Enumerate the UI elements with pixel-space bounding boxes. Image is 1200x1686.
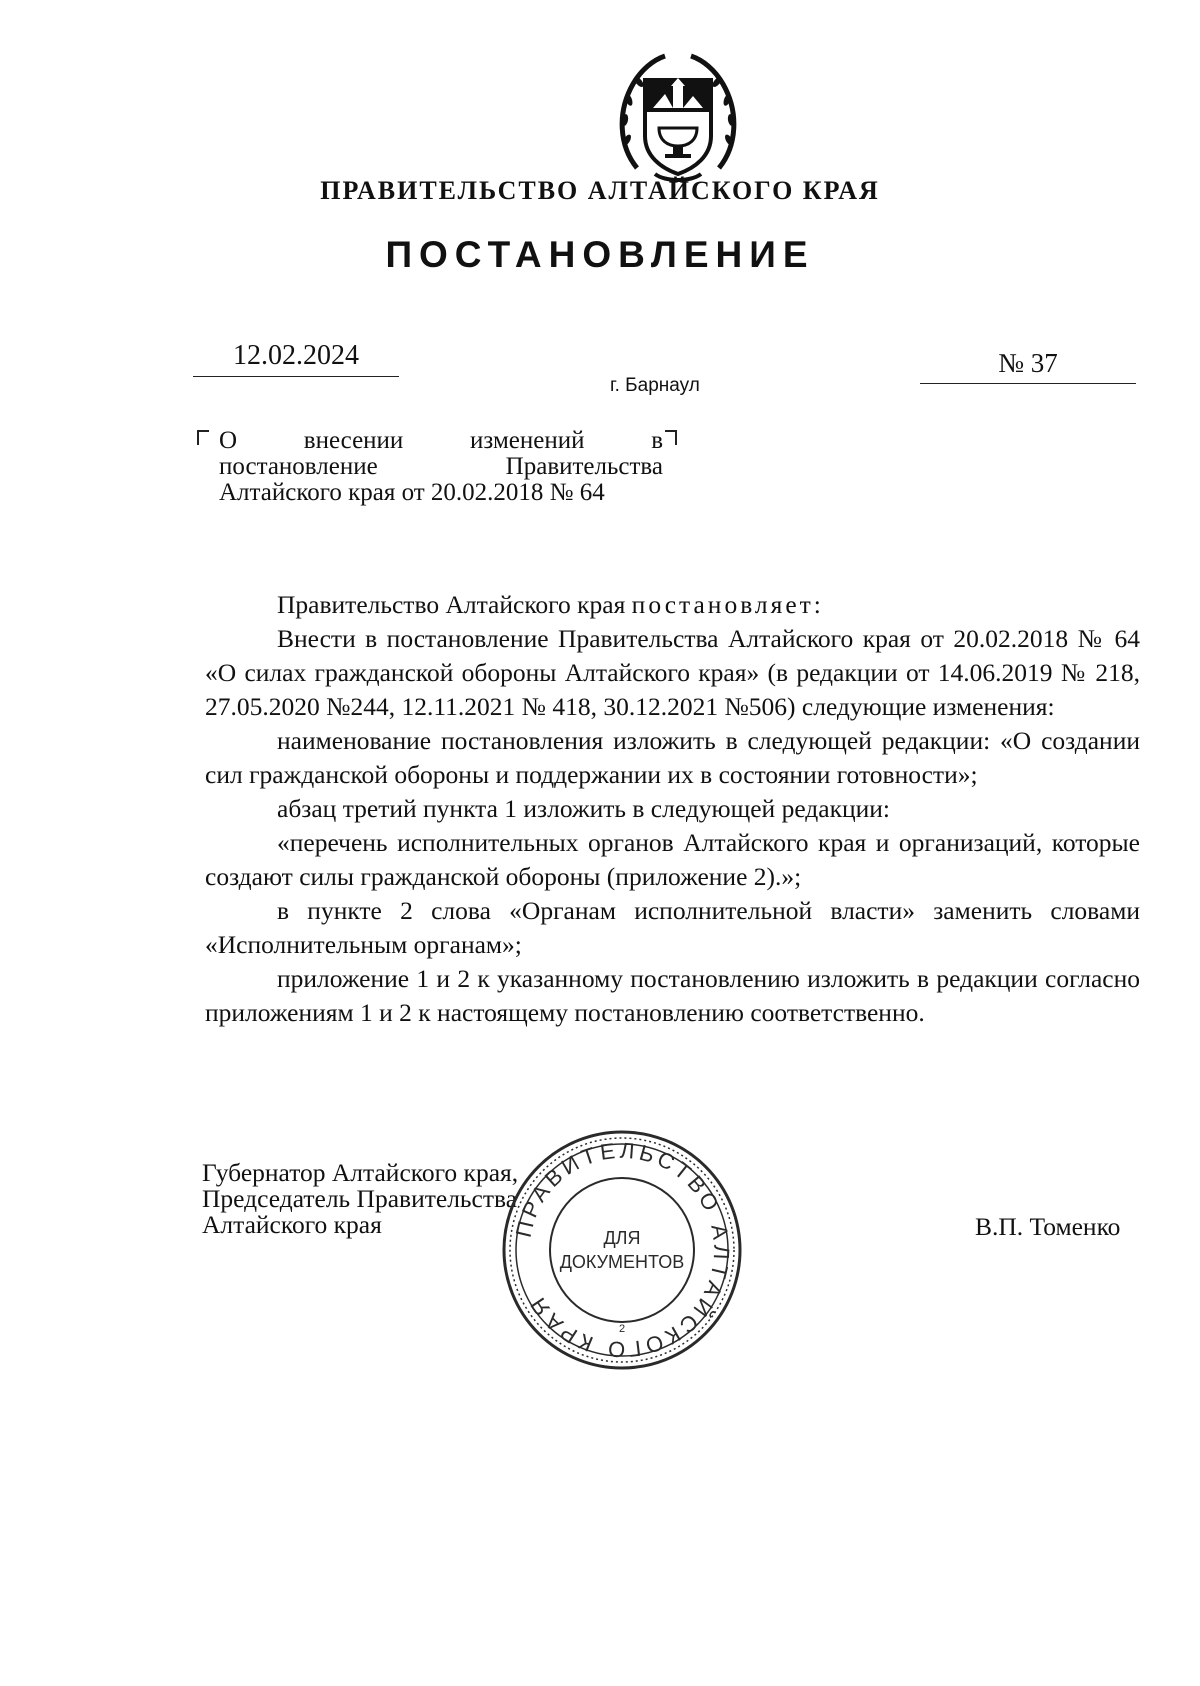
body-paragraph: приложение 1 и 2 к указанному постановлению изложить в редакции согласно приложениям 1 и 2 к настоящему постановлению соответственно. bbox=[205, 964, 1140, 1027]
body-paragraph: в пункте 2 слова «Органам исполнительной власти» заменить словами «Исполнительным органам»; bbox=[205, 896, 1140, 959]
intro-paragraph bbox=[205, 588, 1140, 622]
document-body bbox=[205, 588, 1140, 1030]
organization-name: ПРАВИТЕЛЬСТВО АЛТАЙСКОГО КРАЯ bbox=[320, 176, 880, 205]
subject-bracket-left bbox=[197, 430, 209, 445]
intro-prefix: Правительство Алтайского края bbox=[277, 590, 632, 619]
subject-line: постановление Правительства bbox=[219, 453, 663, 480]
subject-bracket-right bbox=[665, 430, 677, 445]
seal-center-line: ДЛЯ bbox=[603, 1228, 641, 1248]
document-city: г. Барнаул bbox=[610, 375, 700, 396]
body-paragraph: абзац третий пункта 1 изложить в следующей редакции: bbox=[277, 794, 891, 823]
seal-center-line: ДОКУМЕНТОВ bbox=[559, 1252, 685, 1272]
official-seal-icon bbox=[500, 1128, 744, 1372]
document-subject bbox=[219, 428, 663, 506]
signature-title-line: Председатель Правительства bbox=[202, 1184, 518, 1213]
subject-line: О внесении изменений в bbox=[219, 427, 663, 454]
document-date: 12.02.2024 bbox=[193, 340, 399, 377]
seal-outer-text: ПРАВИТЕЛЬСТВО АЛТАЙСКОГО КРАЯ bbox=[510, 1137, 735, 1363]
body-paragraph: «перечень исполнительных органов Алтайского края и организаций, которые создают силы гражданской обороны (приложение 2).»; bbox=[205, 828, 1140, 891]
document-type-title: ПОСТАНОВЛЕНИЕ bbox=[385, 234, 815, 275]
altai-coat-of-arms-icon bbox=[615, 50, 741, 190]
intro-verb: постановляет: bbox=[631, 590, 824, 619]
signer-name: В.П. Томенко bbox=[975, 1212, 1121, 1241]
seal-number: 2 bbox=[618, 1323, 626, 1335]
subject-line: Алтайского края от 20.02.2018 № 64 bbox=[219, 479, 605, 506]
body-paragraph: наименование постановления изложить в следующей редакции: «О создании сил гражданской обороны и поддержании их в состоянии готовности»; bbox=[205, 726, 1140, 789]
signature-title-line: Губернатор Алтайского края, bbox=[202, 1158, 519, 1187]
body-paragraph: Внести в постановление Правительства Алтайского края от 20.02.2018 № 64 «О силах гражданской обороны Алтайского края» (в редакции от 14.06.2019 № 218, 27.05.2020 №244, 12.11.2021 № 418, 30.12.2021 №506) следующие изменения: bbox=[205, 624, 1140, 721]
signature-title bbox=[202, 1160, 518, 1238]
document-number: № 37 bbox=[920, 348, 1136, 384]
signature-title-line: Алтайского края bbox=[202, 1210, 382, 1239]
